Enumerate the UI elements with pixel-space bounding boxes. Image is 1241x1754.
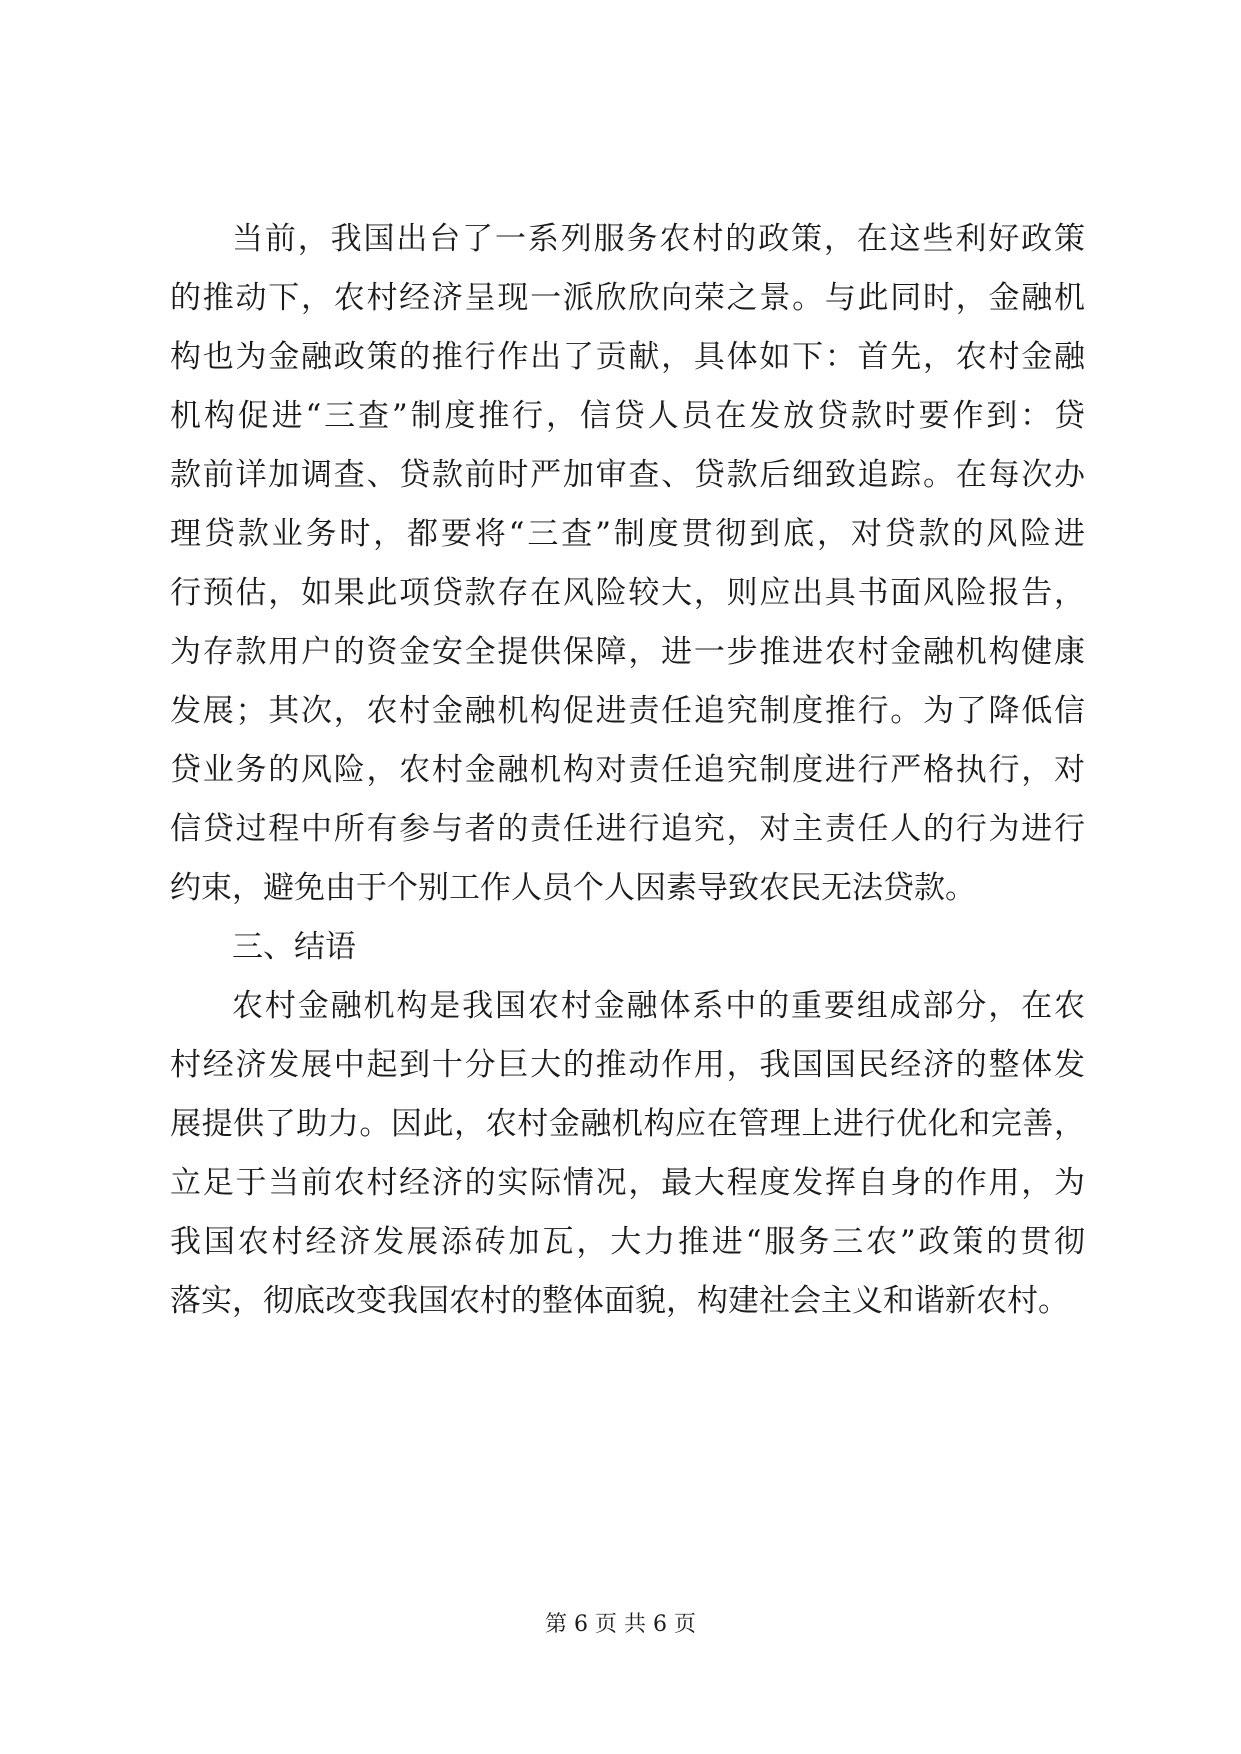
paragraph-line: 行预估，如果此项贷款存在风险较大，则应出具书面风险报告，	[170, 575, 1085, 611]
paragraph-line: 款前详加调查、贷款前时严加审查、贷款后细致追踪。在每次办	[170, 457, 1085, 493]
paragraph-line: 理贷款业务时，都要将“三查”制度贯彻到底，对贷款的风险进	[170, 516, 1085, 552]
paragraph-line: 构也为金融政策的推行作出了贡献，具体如下：首先，农村金融	[170, 339, 1085, 375]
paragraph-line: 为存款用户的资金安全提供保障，进一步推进农村金融机构健康	[170, 634, 1085, 670]
paragraph-line: 约束，避免由于个别工作人员个人因素导致农民无法贷款。	[170, 870, 976, 906]
paragraph-line: 发展；其次，农村金融机构促进责任追究制度推行。为了降低信	[170, 693, 1085, 729]
paragraph-1	[170, 210, 1085, 918]
paragraph-line: 信贷过程中所有参与者的责任进行追究，对主责任人的行为进行	[170, 811, 1085, 847]
paragraph-line: 机构促进“三查”制度推行，信贷人员在发放贷款时要作到：贷	[170, 398, 1085, 434]
paragraph-line: 村经济发展中起到十分巨大的推动作用，我国国民经济的整体发	[170, 1047, 1085, 1083]
paragraph-line: 的推动下，农村经济呈现一派欣欣向荣之景。与此同时，金融机	[170, 280, 1085, 316]
paragraph-line: 农村金融机构是我国农村金融体系中的重要组成部分，在农	[232, 988, 1085, 1024]
page-number-footer: 第 6 页 共 6 页	[545, 1612, 696, 1637]
paragraph-line: 贷业务的风险，农村金融机构对责任追究制度进行严格执行，对	[170, 752, 1085, 788]
paragraph-line: 展提供了助力。因此，农村金融机构应在管理上进行优化和完善，	[170, 1106, 1085, 1142]
paragraph-line: 当前，我国出台了一系列服务农村的政策，在这些利好政策	[232, 221, 1085, 257]
paragraph-line: 立足于当前农村经济的实际情况，最大程度发挥自身的作用，为	[170, 1165, 1085, 1201]
paragraph-2	[170, 977, 1085, 1331]
section-heading: 三、结语	[232, 929, 356, 965]
document-body	[170, 210, 1085, 1331]
paragraph-line: 我国农村经济发展添砖加瓦，大力推进“服务三农”政策的贯彻	[170, 1224, 1085, 1260]
paragraph-line: 落实，彻底改变我国农村的整体面貌，构建社会主义和谐新农村。	[170, 1283, 1069, 1319]
